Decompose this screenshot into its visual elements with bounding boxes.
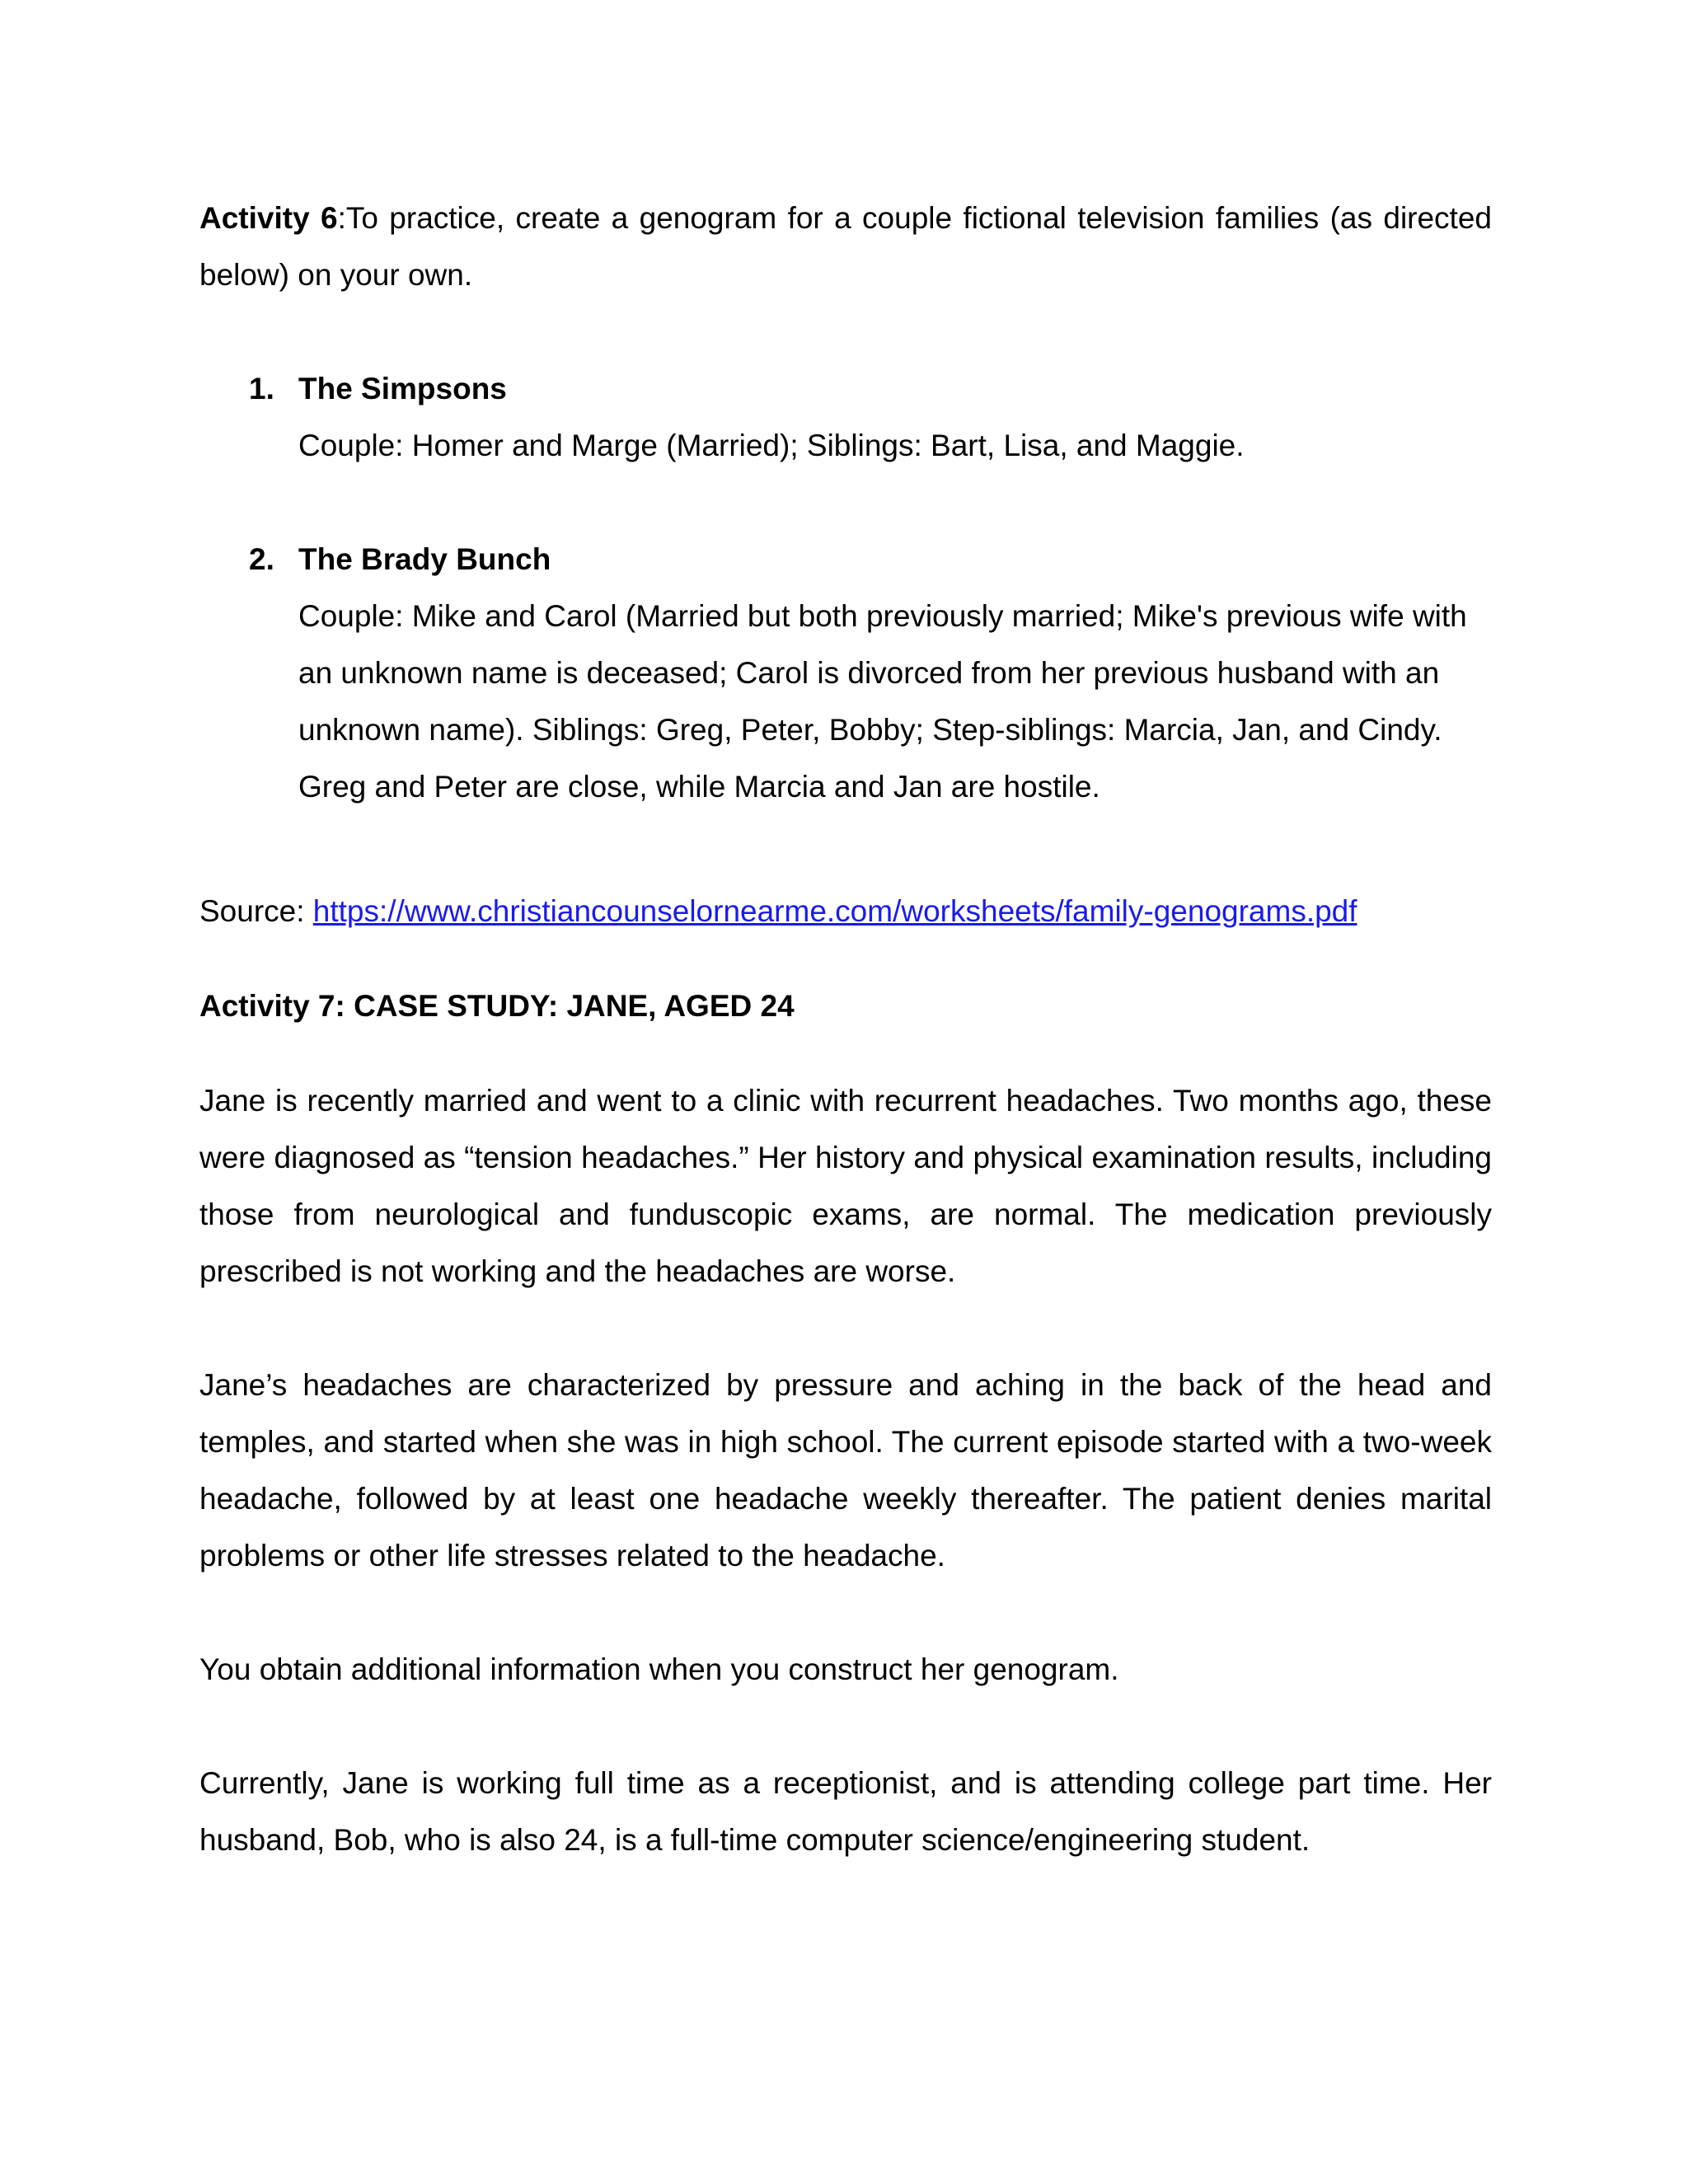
source-line — [199, 883, 1492, 940]
activity-6-label: Activity 6 — [199, 201, 338, 235]
document-page — [199, 190, 1492, 1925]
list-item-title: The Brady Bunch — [298, 542, 551, 576]
list-item-title: The Simpsons — [298, 372, 507, 405]
list-item-brady-bunch — [249, 531, 1492, 815]
activity-6-intro — [199, 190, 1492, 303]
case-paragraph-1: Jane is recently married and went to a clinic with recurrent headaches. Two months ago, these were diagnosed as “tension headaches.” Her history and physical examination results, including those from neurological and funduscopic exams, are normal. The medication previously prescribed is not working and the headaches are worse. — [199, 1084, 1492, 1288]
list-item-simpsons — [249, 360, 1492, 474]
list-number: 2. — [249, 542, 274, 576]
list-item-description: Couple: Homer and Marge (Married); Siblings: Bart, Lisa, and Maggie. — [298, 429, 1245, 462]
case-paragraph-2: Jane’s headaches are characterized by pressure and aching in the back of the head and temples, and started when she was in high school. The current episode started with a two-week headache, followed by at least one headache weekly thereafter. The patient denies marital problems or other life stresses related to the headache. — [199, 1368, 1492, 1572]
case-paragraph-4: Currently, Jane is working full time as a receptionist, and is attending college part time. Her husband, Bob, who is also 24, is a full-time computer science/engineering student. — [199, 1766, 1492, 1857]
activity-6-text: :To practice, create a genogram for a couple fictional television families (as directed below) on your own. — [199, 201, 1492, 292]
source-link[interactable]: https://www.christiancounselornearme.com/worksheets/family-genograms.pdf — [312, 894, 1357, 928]
case-paragraph-3: You obtain additional information when you construct her genogram. — [199, 1652, 1119, 1686]
source-label: Source: — [199, 894, 313, 928]
list-number: 1. — [249, 372, 274, 405]
genogram-task-list — [199, 360, 1492, 815]
list-item-description: Couple: Mike and Carol (Married but both previously married; Mike's previous wife with an unknown name is deceased; Carol is divorced from her previous husband with an unknown name). Siblings: Greg, Peter, Bobby; Step-siblings: Marcia, Jan, and Cindy. Greg and Peter are close, while Marcia and Jan are hostile. — [298, 599, 1467, 804]
activity-7-title: Activity 7: CASE STUDY: JANE, AGED 24 — [199, 989, 795, 1023]
